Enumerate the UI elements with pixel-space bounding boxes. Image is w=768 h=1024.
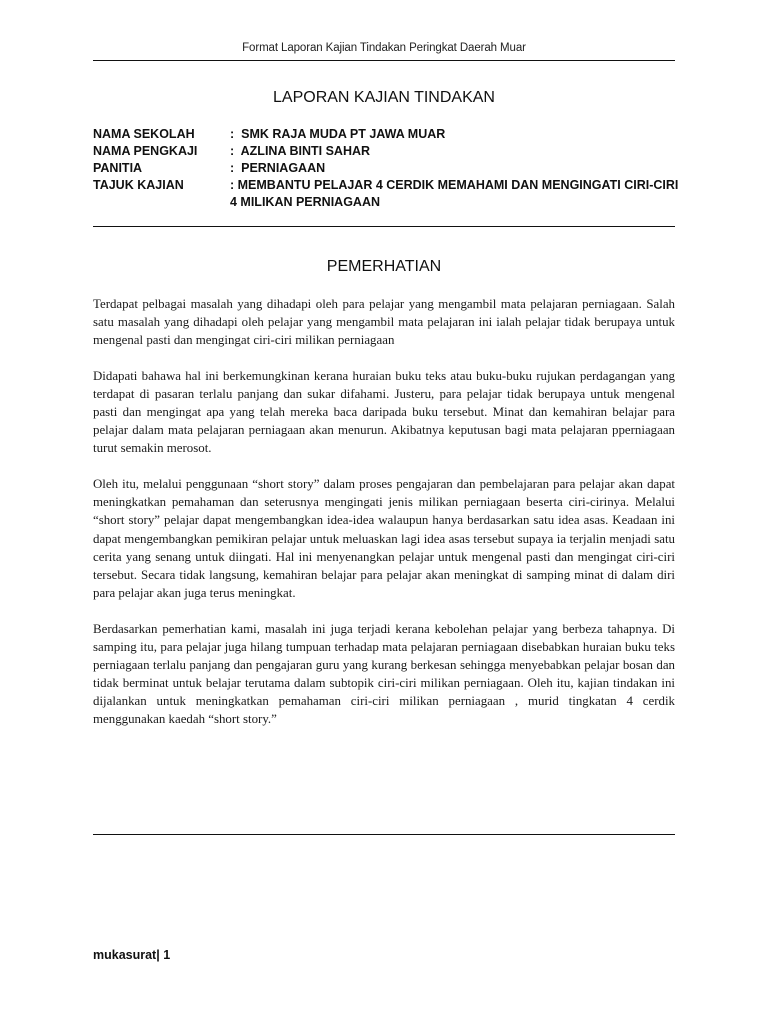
meta-value-researcher: : AZLINA BINTI SAHAR <box>230 144 371 158</box>
meta-row-panel <box>93 160 683 177</box>
meta-label-study-title: TAJUK KAJIAN <box>93 178 184 192</box>
meta-label-school: NAMA SEKOLAH <box>93 127 195 141</box>
meta-value-school: : SMK RAJA MUDA PT JAWA MUAR <box>230 127 446 141</box>
meta-value-panel: : PERNIAGAAN <box>230 161 326 175</box>
meta-value-study-title: : MEMBANTU PELAJAR 4 CERDIK MEMAHAMI DAN MENGINGATI CIRI-CIRI 4 MILIKAN PERNIAGAAN <box>230 178 679 209</box>
meta-label-researcher: NAMA PENGKAJI <box>93 144 198 158</box>
paragraph: Terdapat pelbagai masalah yang dihadapi oleh para pelajar yang mengambil mata pelajaran perniagaan. Salah satu masalah yang dihadapi oleh pelajar yang mengambil mata pelajaran ini ialah pelajar tidak berupaya untuk mengenal pasti dan mengingat ciri-ciri milikan perniagaan <box>93 297 675 348</box>
meta-row-school <box>93 126 683 143</box>
meta-row-researcher <box>93 143 683 160</box>
meta-label-panel: PANITIA <box>93 161 143 175</box>
paragraph: Berdasarkan pemerhatian kami, masalah ini juga terjadi kerana kebolehan pelajar yang berbeza tahapnya. Di samping itu, para pelajar juga hilang tumpuan terhadap mata pelajaran perniagaan disebabkan huraian buku teks perniagaan terlalu panjang dan pengajaran guru yang kurang berkesan sehingga menyebabkan pelajar bosan dan tidak berminat untuk belajar terutama dalam subtopik ciri-ciri milikan perniagaan. Oleh itu, kajian tindakan ini dijalankan untuk meningkatkan pemahaman ciri-ciri milikan perniagaan , murid tingkatan 4 cerdik menggunakan kaedah “short story.” <box>93 621 675 726</box>
section-heading: PEMERHATIAN <box>326 258 442 275</box>
report-details <box>93 126 683 211</box>
section-divider-top <box>93 226 675 227</box>
header-divider <box>93 60 675 61</box>
body-text <box>93 295 675 746</box>
footer-separator: | <box>156 948 164 962</box>
paragraph: Oleh itu, melalui penggunaan “short story” dalam proses pengajaran dan pembelajaran para pelajar akan dapat meningkatkan pemahaman dan seterusnya mengingati jenis milikan perniagaan beserta ciri-cirinya. Melalui “short story” pelajar dapat mengembangkan idea-idea walaupun hanya berdasarkan satu idea asas. Keadaan ini dapat mengembangkan pemikiran pelajar untuk meluaskan lagi idea asas tersebut supaya ia terjalin menjadi satu cerita yang senang untuk diingati. Hal ini menyenangkan pelajar untuk mengenal pasti dan mengingat ciri-ciri tersebut. Secara tidak langsung, kemahiran belajar para pelajar akan meningkat di samping minat di dalam diri para pelajar akan juga terus meningkat. <box>93 477 675 600</box>
meta-row-study-title <box>93 177 683 211</box>
document-title: LAPORAN KAJIAN TINDAKAN <box>273 89 495 106</box>
section-divider-bottom <box>93 834 675 835</box>
footer-label: mukasurat <box>93 948 157 962</box>
paragraph: Didapati bahawa hal ini berkemungkinan kerana huraian buku teks atau buku-buku rujukan perdagangan yang terdapat di pasaran terlalu panjang dan sukar difahami. Justeru, para pelajar tidak berupaya untuk mengenal pasti dan mengingat apa yang telah mereka baca daripada buku tersebut. Minat dan kemahiran belajar para pelajar dalam mata pelajaran perniagaan akan menurun. Akibatnya keputusan bagi mata pelajaran pperniagaan turut semakin merosot. <box>93 369 675 456</box>
page-footer <box>93 948 170 962</box>
running-header: Format Laporan Kajian Tindakan Peringkat Daerah Muar <box>242 42 526 54</box>
page-number: 1 <box>163 948 171 962</box>
